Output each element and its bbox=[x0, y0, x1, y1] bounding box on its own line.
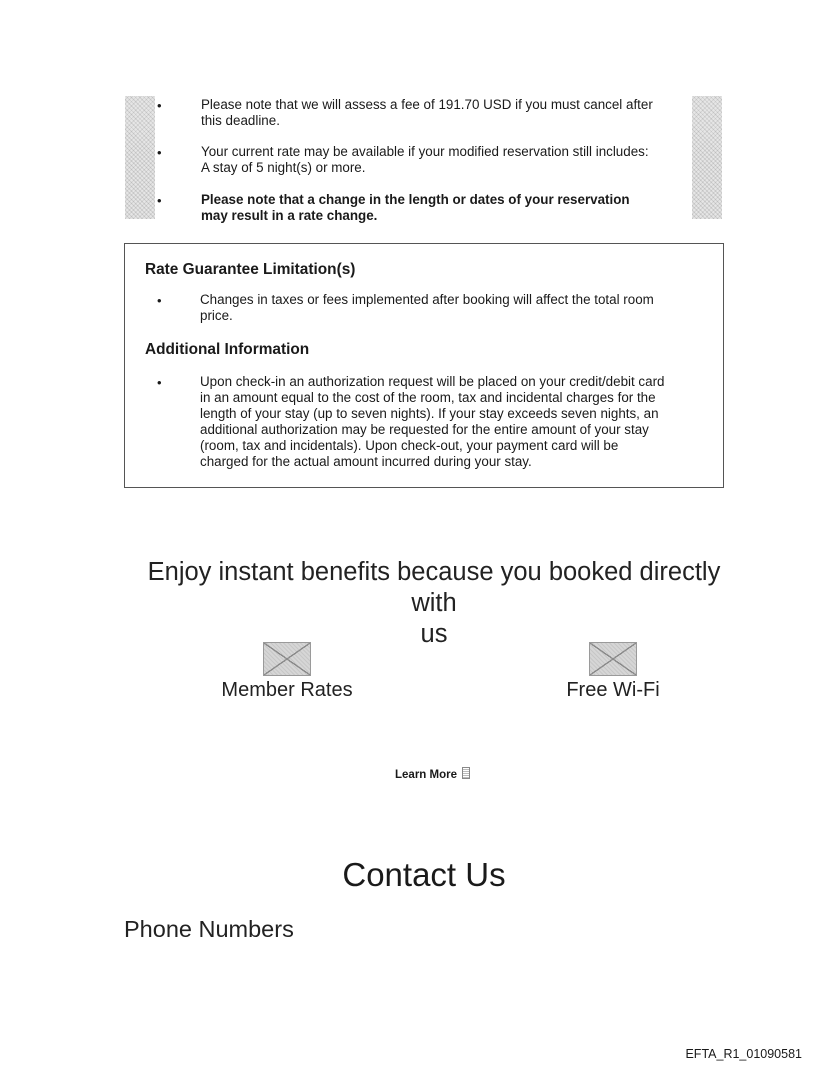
scan-margin-right bbox=[692, 96, 722, 219]
rate-info-box bbox=[124, 243, 724, 488]
text-line: additional authorization may be requested for the entire amount of your stay bbox=[200, 422, 649, 437]
learn-more-label: Learn More bbox=[395, 769, 457, 781]
learn-more-link[interactable] bbox=[395, 767, 470, 782]
heading-line: Enjoy instant benefits because you booked directly with bbox=[147, 558, 721, 617]
text-line: Please note that a change in the length or dates of your reservation bbox=[201, 192, 630, 207]
text-line: Changes in taxes or fees implemented after booking will affect the total room bbox=[200, 292, 654, 307]
free-wifi-label: Free Wi-Fi bbox=[566, 679, 660, 701]
heading-line: us bbox=[420, 620, 448, 648]
policy-rate-availability-text bbox=[201, 144, 691, 176]
document-id: EFTA_R1_01090581 bbox=[685, 1047, 802, 1061]
scan-margin-left bbox=[125, 96, 155, 219]
text-line: length of your stay (up to seven nights). If your stay exceeds seven nights, an bbox=[200, 406, 659, 421]
text-line: in an amount equal to the cost of the room, tax and incidental charges for the bbox=[200, 390, 656, 405]
text-line: may result in a rate change. bbox=[201, 208, 378, 223]
additional-info-heading: Additional Information bbox=[145, 341, 310, 358]
text-line: Your current rate may be available if your modified reservation still includes: bbox=[201, 144, 649, 159]
bullet-marker: • bbox=[157, 98, 162, 113]
bullet-marker: • bbox=[157, 375, 162, 390]
text-line: charged for the actual amount incurred during your stay. bbox=[200, 454, 532, 469]
rate-guarantee-heading: Rate Guarantee Limitation(s) bbox=[145, 261, 356, 278]
member-rates-image-icon bbox=[263, 642, 311, 676]
rate-guarantee-text bbox=[200, 292, 710, 324]
text-line: Upon check-in an authorization request will be placed on your credit/debit card bbox=[200, 374, 665, 389]
policy-rate-change-warning bbox=[201, 192, 691, 224]
member-rates-label: Member Rates bbox=[221, 679, 353, 701]
bullet-marker: • bbox=[157, 293, 162, 308]
contact-heading: Contact Us bbox=[342, 856, 506, 893]
text-line: A stay of 5 night(s) or more. bbox=[201, 160, 366, 175]
arrow-right-icon bbox=[462, 767, 470, 779]
text-line: price. bbox=[200, 308, 233, 323]
additional-info-text bbox=[200, 374, 715, 470]
text-line: (room, tax and incidentals). Upon check-out, your payment card will be bbox=[200, 438, 619, 453]
bullet-marker: • bbox=[157, 145, 162, 160]
bullet-marker: • bbox=[157, 193, 162, 208]
phone-numbers-heading: Phone Numbers bbox=[124, 916, 294, 942]
text-line: Please note that we will assess a fee of 191.70 USD if you must cancel after bbox=[201, 97, 653, 112]
benefits-heading bbox=[128, 557, 740, 650]
policy-cancel-fee-text bbox=[201, 97, 691, 129]
text-line: this deadline. bbox=[201, 113, 280, 128]
free-wifi-image-icon bbox=[589, 642, 637, 676]
